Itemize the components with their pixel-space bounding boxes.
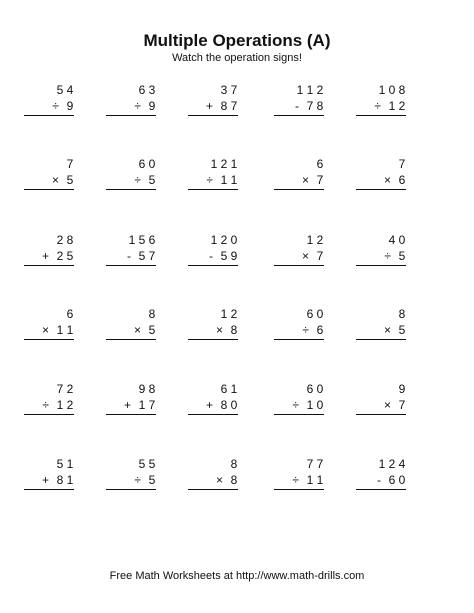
- digit: 2: [66, 398, 74, 412]
- answer-rule: [106, 189, 156, 190]
- digit: 1: [306, 233, 314, 247]
- operator-sign: +: [123, 398, 131, 412]
- problem-r4-c2: [106, 306, 156, 340]
- digit: 5: [138, 457, 146, 471]
- bottom-line: [24, 172, 74, 188]
- bottom-line: [106, 172, 156, 188]
- digit: 7: [148, 398, 156, 412]
- problem-r6-c4: [274, 456, 324, 490]
- digit: 1: [230, 382, 238, 396]
- digit: 5: [66, 173, 74, 187]
- problem-r3-c4: [274, 232, 324, 266]
- answer-rule: [24, 414, 74, 415]
- bottom-line: [356, 98, 406, 114]
- answer-rule: [24, 489, 74, 490]
- digit: 7: [306, 99, 314, 113]
- digit: 7: [398, 398, 406, 412]
- answer-rule: [106, 265, 156, 266]
- digit: 1: [306, 398, 314, 412]
- answer-rule: [274, 414, 324, 415]
- problem-r1-c2: [106, 82, 156, 116]
- digit: 1: [138, 398, 146, 412]
- digit: 6: [398, 173, 406, 187]
- operator-sign: ×: [301, 173, 309, 187]
- digit: 9: [148, 99, 156, 113]
- answer-rule: [356, 339, 406, 340]
- digit: 4: [66, 83, 74, 97]
- worksheet-footer: Free Math Worksheets at http://www.math-drills.com: [109, 570, 365, 582]
- bottom-line: [274, 98, 324, 114]
- answer-rule: [274, 339, 324, 340]
- digit: 5: [138, 233, 146, 247]
- worksheet-subtitle: Watch the operation signs!: [172, 52, 302, 64]
- digit: 2: [316, 83, 324, 97]
- digit: 0: [316, 307, 324, 321]
- operator-sign: ÷: [292, 398, 299, 412]
- digit: 1: [230, 173, 238, 187]
- top-operand: [24, 156, 74, 172]
- digit: 5: [148, 173, 156, 187]
- answer-rule: [356, 115, 406, 116]
- digit: 6: [388, 473, 396, 487]
- problem-r3-c2: [106, 232, 156, 266]
- operator-sign: ÷: [134, 99, 141, 113]
- problem-r4-c1: [24, 306, 74, 340]
- bottom-line: [274, 248, 324, 264]
- operator-sign: ×: [301, 249, 309, 263]
- answer-rule: [274, 265, 324, 266]
- digit: 8: [230, 457, 238, 471]
- digit: 8: [316, 99, 324, 113]
- digit: 2: [220, 233, 228, 247]
- top-operand: [106, 156, 156, 172]
- top-operand: [24, 232, 74, 248]
- digit: 1: [316, 473, 324, 487]
- answer-rule: [188, 189, 238, 190]
- top-operand: [188, 82, 238, 98]
- digit: 1: [388, 99, 396, 113]
- bottom-line: [274, 397, 324, 413]
- digit: 7: [230, 99, 238, 113]
- digit: 8: [220, 398, 228, 412]
- digit: 6: [306, 382, 314, 396]
- answer-rule: [188, 489, 238, 490]
- digit: 5: [148, 473, 156, 487]
- digit: 6: [316, 323, 324, 337]
- problem-r2-c2: [106, 156, 156, 190]
- digit: 7: [66, 157, 74, 171]
- problem-r3-c3: [188, 232, 238, 266]
- digit: 8: [230, 323, 238, 337]
- digit: 1: [128, 233, 136, 247]
- bottom-line: [24, 248, 74, 264]
- top-operand: [106, 306, 156, 322]
- digit: 1: [210, 157, 218, 171]
- operator-sign: ×: [133, 323, 141, 337]
- answer-rule: [356, 189, 406, 190]
- operator-sign: -: [127, 249, 131, 263]
- answer-rule: [188, 115, 238, 116]
- digit: 6: [66, 307, 74, 321]
- bottom-line: [188, 472, 238, 488]
- top-operand: [356, 381, 406, 397]
- digit: 1: [220, 173, 228, 187]
- operator-sign: ÷: [384, 249, 391, 263]
- bottom-line: [24, 322, 74, 338]
- bottom-line: [356, 172, 406, 188]
- top-operand: [356, 306, 406, 322]
- digit: 5: [398, 249, 406, 263]
- problem-r4-c5: [356, 306, 406, 340]
- bottom-line: [356, 248, 406, 264]
- problem-r6-c5: [356, 456, 406, 490]
- answer-rule: [106, 339, 156, 340]
- digit: 7: [316, 249, 324, 263]
- operator-sign: ×: [383, 173, 391, 187]
- answer-rule: [356, 414, 406, 415]
- digit: 0: [388, 83, 396, 97]
- digit: 1: [306, 83, 314, 97]
- digit: 2: [220, 157, 228, 171]
- digit: 5: [148, 323, 156, 337]
- digit: 1: [56, 323, 64, 337]
- operator-sign: ÷: [374, 99, 381, 113]
- digit: 0: [148, 157, 156, 171]
- digit: 1: [378, 83, 386, 97]
- operator-sign: -: [209, 249, 213, 263]
- digit: 1: [296, 83, 304, 97]
- digit: 1: [306, 473, 314, 487]
- digit: 1: [378, 457, 386, 471]
- answer-rule: [106, 414, 156, 415]
- problem-r3-c5: [356, 232, 406, 266]
- digit: 3: [148, 83, 156, 97]
- bottom-line: [106, 248, 156, 264]
- bottom-line: [356, 397, 406, 413]
- digit: 1: [66, 473, 74, 487]
- answer-rule: [106, 115, 156, 116]
- worksheet-title: Multiple Operations (A): [143, 31, 331, 50]
- top-operand: [188, 232, 238, 248]
- answer-rule: [24, 265, 74, 266]
- operator-sign: ÷: [134, 473, 141, 487]
- digit: 2: [398, 99, 406, 113]
- operator-sign: -: [377, 473, 381, 487]
- answer-rule: [24, 339, 74, 340]
- operator-sign: +: [205, 99, 213, 113]
- problem-r5-c5: [356, 381, 406, 415]
- digit: 1: [56, 398, 64, 412]
- problem-r1-c1: [24, 82, 74, 116]
- answer-rule: [188, 265, 238, 266]
- digit: 0: [230, 233, 238, 247]
- digit: 1: [220, 307, 228, 321]
- problem-r6-c2: [106, 456, 156, 490]
- bottom-line: [356, 472, 406, 488]
- top-operand: [106, 232, 156, 248]
- answer-rule: [24, 115, 74, 116]
- digit: 2: [56, 249, 64, 263]
- bottom-line: [274, 322, 324, 338]
- digit: 8: [148, 382, 156, 396]
- digit: 9: [66, 99, 74, 113]
- operator-sign: ÷: [42, 398, 49, 412]
- digit: 5: [398, 323, 406, 337]
- top-operand: [356, 456, 406, 472]
- problem-r5-c4: [274, 381, 324, 415]
- digit: 5: [148, 457, 156, 471]
- bottom-line: [106, 472, 156, 488]
- digit: 0: [398, 233, 406, 247]
- operator-sign: +: [41, 249, 49, 263]
- answer-rule: [188, 339, 238, 340]
- digit: 7: [230, 83, 238, 97]
- digit: 0: [316, 398, 324, 412]
- problem-r3-c1: [24, 232, 74, 266]
- problem-r5-c2: [106, 381, 156, 415]
- operator-sign: +: [41, 473, 49, 487]
- digit: 8: [220, 99, 228, 113]
- digit: 0: [230, 398, 238, 412]
- digit: 5: [56, 83, 64, 97]
- top-operand: [274, 232, 324, 248]
- digit: 0: [398, 473, 406, 487]
- top-operand: [106, 456, 156, 472]
- top-operand: [356, 156, 406, 172]
- bottom-line: [24, 472, 74, 488]
- operator-sign: ×: [215, 473, 223, 487]
- digit: 1: [230, 157, 238, 171]
- answer-rule: [274, 489, 324, 490]
- digit: 4: [398, 457, 406, 471]
- digit: 2: [388, 457, 396, 471]
- operator-sign: ÷: [134, 173, 141, 187]
- top-operand: [24, 82, 74, 98]
- digit: 1: [66, 323, 74, 337]
- bottom-line: [106, 322, 156, 338]
- answer-rule: [356, 489, 406, 490]
- digit: 9: [398, 382, 406, 396]
- answer-rule: [188, 414, 238, 415]
- operator-sign: ÷: [52, 99, 59, 113]
- bottom-line: [188, 248, 238, 264]
- problem-r5-c1: [24, 381, 74, 415]
- top-operand: [274, 306, 324, 322]
- digit: 5: [66, 249, 74, 263]
- bottom-line: [188, 322, 238, 338]
- answer-rule: [356, 265, 406, 266]
- operator-sign: +: [205, 398, 213, 412]
- operator-sign: ×: [383, 323, 391, 337]
- digit: 8: [56, 473, 64, 487]
- digit: 5: [220, 249, 228, 263]
- digit: 3: [220, 83, 228, 97]
- bottom-line: [274, 172, 324, 188]
- digit: 4: [388, 233, 396, 247]
- digit: 7: [316, 457, 324, 471]
- problem-r4-c3: [188, 306, 238, 340]
- problem-r1-c5: [356, 82, 406, 116]
- digit: 6: [138, 83, 146, 97]
- operator-sign: ×: [41, 323, 49, 337]
- problem-r1-c4: [274, 82, 324, 116]
- problem-r2-c4: [274, 156, 324, 190]
- answer-rule: [106, 489, 156, 490]
- problem-r2-c3: [188, 156, 238, 190]
- answer-rule: [24, 189, 74, 190]
- digit: 5: [56, 457, 64, 471]
- operator-sign: ×: [383, 398, 391, 412]
- digit: 8: [398, 307, 406, 321]
- digit: 6: [138, 157, 146, 171]
- answer-rule: [274, 115, 324, 116]
- top-operand: [274, 82, 324, 98]
- digit: 7: [148, 249, 156, 263]
- top-operand: [274, 156, 324, 172]
- digit: 7: [316, 173, 324, 187]
- answer-rule: [274, 189, 324, 190]
- digit: 2: [230, 307, 238, 321]
- digit: 2: [316, 233, 324, 247]
- bottom-line: [274, 472, 324, 488]
- operator-sign: ÷: [302, 323, 309, 337]
- operator-sign: -: [295, 99, 299, 113]
- top-operand: [106, 381, 156, 397]
- bottom-line: [356, 322, 406, 338]
- problem-r1-c3: [188, 82, 238, 116]
- bottom-line: [24, 98, 74, 114]
- digit: 7: [306, 457, 314, 471]
- digit: 5: [138, 249, 146, 263]
- digit: 8: [398, 83, 406, 97]
- problem-r5-c3: [188, 381, 238, 415]
- top-operand: [188, 456, 238, 472]
- digit: 1: [66, 457, 74, 471]
- digit: 8: [66, 233, 74, 247]
- bottom-line: [106, 98, 156, 114]
- operator-sign: ×: [51, 173, 59, 187]
- bottom-line: [188, 98, 238, 114]
- operator-sign: ÷: [292, 473, 299, 487]
- digit: 7: [56, 382, 64, 396]
- operator-sign: ×: [215, 323, 223, 337]
- digit: 6: [148, 233, 156, 247]
- top-operand: [274, 456, 324, 472]
- top-operand: [24, 306, 74, 322]
- digit: 8: [230, 473, 238, 487]
- digit: 6: [220, 382, 228, 396]
- digit: 8: [148, 307, 156, 321]
- bottom-line: [188, 172, 238, 188]
- bottom-line: [188, 397, 238, 413]
- digit: 6: [306, 307, 314, 321]
- top-operand: [188, 156, 238, 172]
- digit: 7: [398, 157, 406, 171]
- digit: 2: [56, 233, 64, 247]
- top-operand: [106, 82, 156, 98]
- bottom-line: [106, 397, 156, 413]
- problem-r6-c3: [188, 456, 238, 490]
- top-operand: [356, 232, 406, 248]
- digit: 9: [230, 249, 238, 263]
- digit: 0: [316, 382, 324, 396]
- digit: 1: [210, 233, 218, 247]
- top-operand: [24, 381, 74, 397]
- top-operand: [356, 82, 406, 98]
- problem-r6-c1: [24, 456, 74, 490]
- top-operand: [24, 456, 74, 472]
- digit: 6: [316, 157, 324, 171]
- problem-r2-c1: [24, 156, 74, 190]
- digit: 2: [66, 382, 74, 396]
- top-operand: [188, 306, 238, 322]
- problem-r4-c4: [274, 306, 324, 340]
- operator-sign: ÷: [206, 173, 213, 187]
- top-operand: [188, 381, 238, 397]
- problem-r2-c5: [356, 156, 406, 190]
- digit: 9: [138, 382, 146, 396]
- bottom-line: [24, 397, 74, 413]
- top-operand: [274, 381, 324, 397]
